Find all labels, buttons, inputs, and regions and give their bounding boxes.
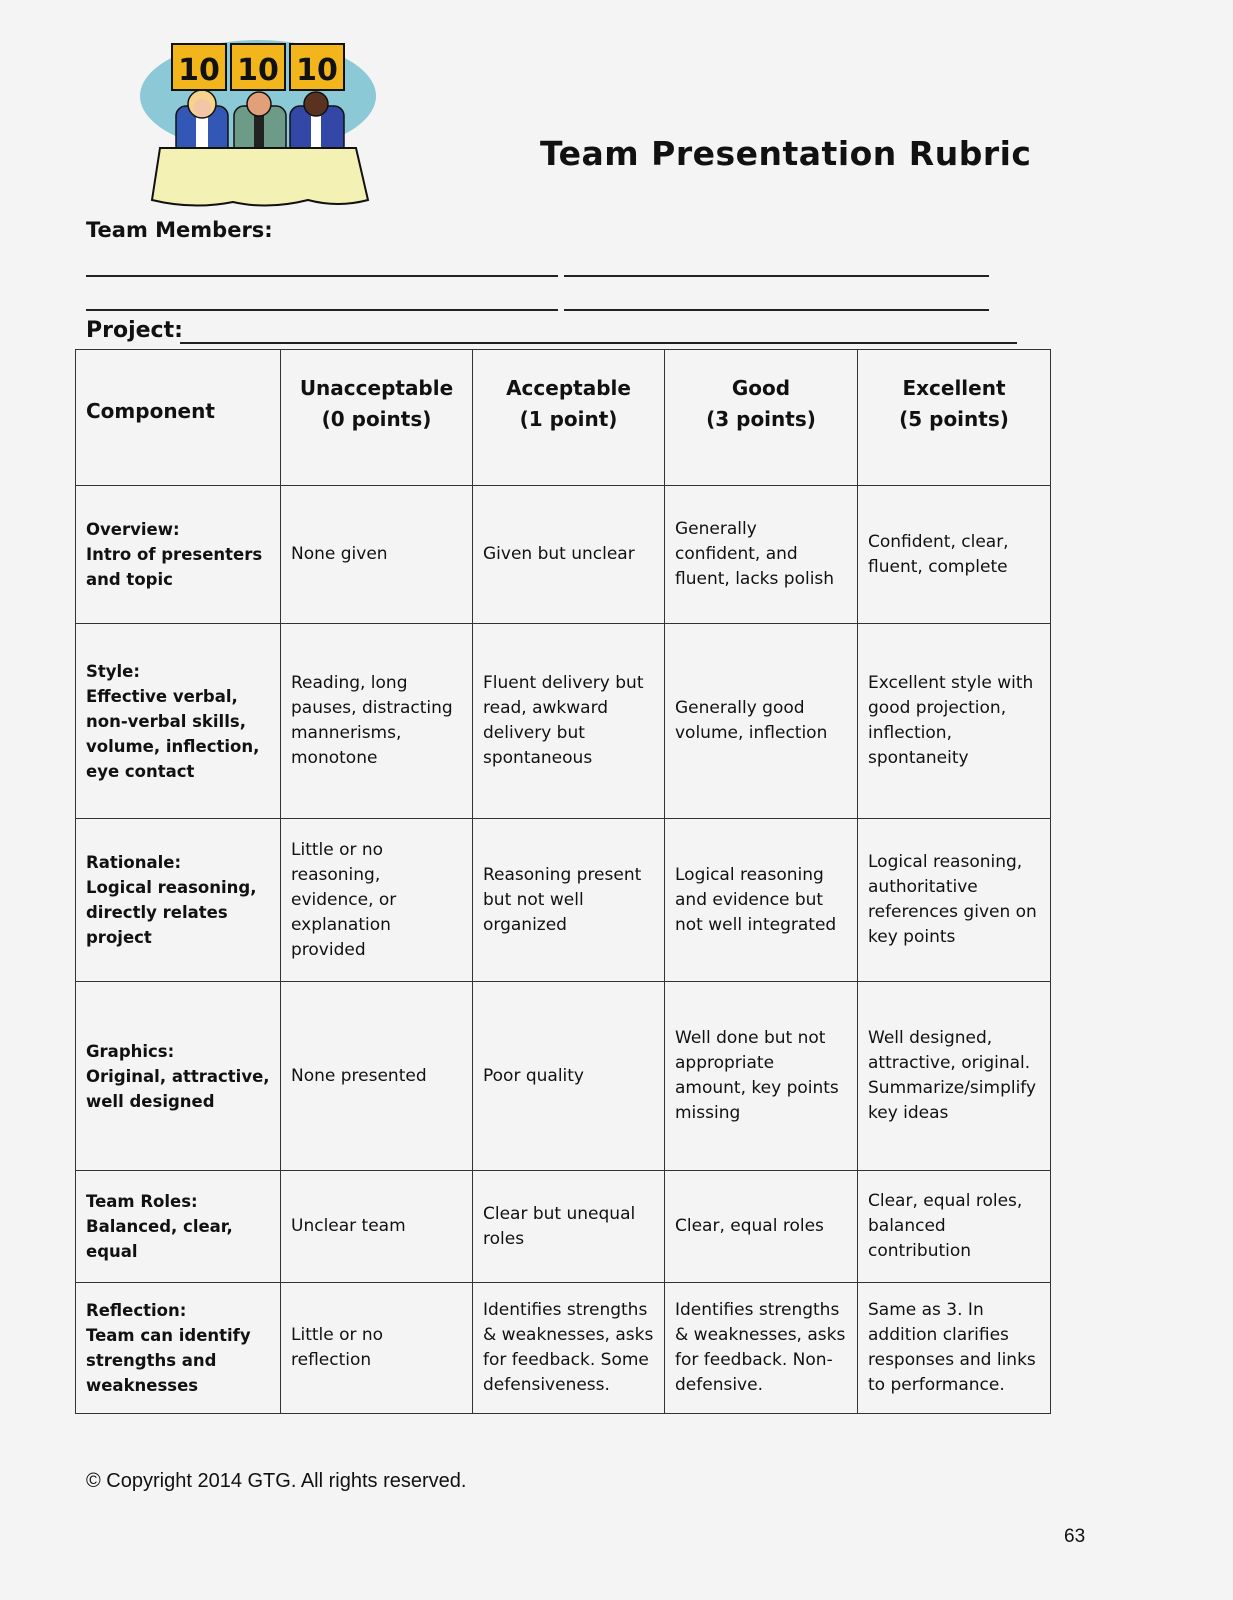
rating-cell: Clear, equal roles, balanced contribution (858, 1171, 1051, 1283)
rating-cell: Identifies strengths & weaknesses, asks for feedback. Non-defensive. (665, 1283, 858, 1414)
table-row (76, 486, 1051, 624)
rating-cell: Little or no reflection (281, 1283, 473, 1414)
team-member-line-4[interactable] (564, 309, 989, 311)
rating-cell: Reasoning present but not well organized (473, 819, 665, 982)
table-row (76, 1171, 1051, 1283)
component-cell: Overview: Intro of presenters and topic (76, 486, 281, 624)
team-member-line-3[interactable] (86, 309, 558, 311)
rubric-table (75, 349, 1051, 1414)
judges-clipart-icon (138, 36, 378, 212)
column-header-acceptable: Acceptable (1 point) (473, 350, 665, 486)
table-row (76, 819, 1051, 982)
rating-cell: Reading, long pauses, distracting mannerisms, monotone (281, 624, 473, 819)
page-number: 63 (1064, 1526, 1086, 1547)
column-header-good: Good (3 points) (665, 350, 858, 486)
rating-cell: Logical reasoning, authoritative references given on key points (858, 819, 1051, 982)
column-header-excellent: Excellent (5 points) (858, 350, 1051, 486)
rating-cell: Same as 3. In addition clarifies responses and links to performance. (858, 1283, 1051, 1414)
rating-cell: Clear, equal roles (665, 1171, 858, 1283)
component-cell: Style: Effective verbal, non-verbal skills, volume, inflection, eye contact (76, 624, 281, 819)
rating-cell: Identifies strengths & weaknesses, asks for feedback. Some defensiveness. (473, 1283, 665, 1414)
table-row (76, 624, 1051, 819)
team-member-line-1[interactable] (86, 275, 558, 277)
rating-cell: Logical reasoning and evidence but not well integrated (665, 819, 858, 982)
page-title: Team Presentation Rubric (540, 134, 1032, 173)
team-members-label: Team Members: (86, 218, 273, 242)
project-label: Project: (86, 318, 183, 343)
rating-cell: None presented (281, 982, 473, 1171)
rating-cell: Fluent delivery but read, awkward delivery but spontaneous (473, 624, 665, 819)
rating-cell: Well designed, attractive, original. Summarize/simplify key ideas (858, 982, 1051, 1171)
rating-cell: Generally confident, and fluent, lacks polish (665, 486, 858, 624)
component-cell: Rationale: Logical reasoning, directly relates project (76, 819, 281, 982)
rating-cell: Well done but not appropriate amount, key points missing (665, 982, 858, 1171)
team-member-line-2[interactable] (564, 275, 989, 277)
table-row (76, 982, 1051, 1171)
table-row (76, 1283, 1051, 1414)
column-header-unacceptable: Unacceptable (0 points) (281, 350, 473, 486)
rating-cell: Confident, clear, fluent, complete (858, 486, 1051, 624)
rating-cell: Clear but unequal roles (473, 1171, 665, 1283)
rating-cell: Little or no reasoning, evidence, or explanation provided (281, 819, 473, 982)
svg-text:10: 10 (178, 53, 220, 88)
copyright-notice: © Copyright 2014 GTG. All rights reserved. (86, 1470, 467, 1492)
rating-cell: Poor quality (473, 982, 665, 1171)
project-line[interactable] (180, 342, 1017, 344)
svg-text:10: 10 (237, 53, 279, 88)
column-header-component: Component (76, 350, 281, 486)
component-cell: Graphics: Original, attractive, well designed (76, 982, 281, 1171)
rating-cell: None given (281, 486, 473, 624)
rating-cell: Excellent style with good projection, inflection, spontaneity (858, 624, 1051, 819)
table-header-row (76, 350, 1051, 486)
svg-text:10: 10 (296, 53, 338, 88)
component-cell: Reflection: Team can identify strengths and weaknesses (76, 1283, 281, 1414)
rating-cell: Given but unclear (473, 486, 665, 624)
rating-cell: Generally good volume, inflection (665, 624, 858, 819)
rating-cell: Unclear team (281, 1171, 473, 1283)
component-cell: Team Roles: Balanced, clear, equal (76, 1171, 281, 1283)
